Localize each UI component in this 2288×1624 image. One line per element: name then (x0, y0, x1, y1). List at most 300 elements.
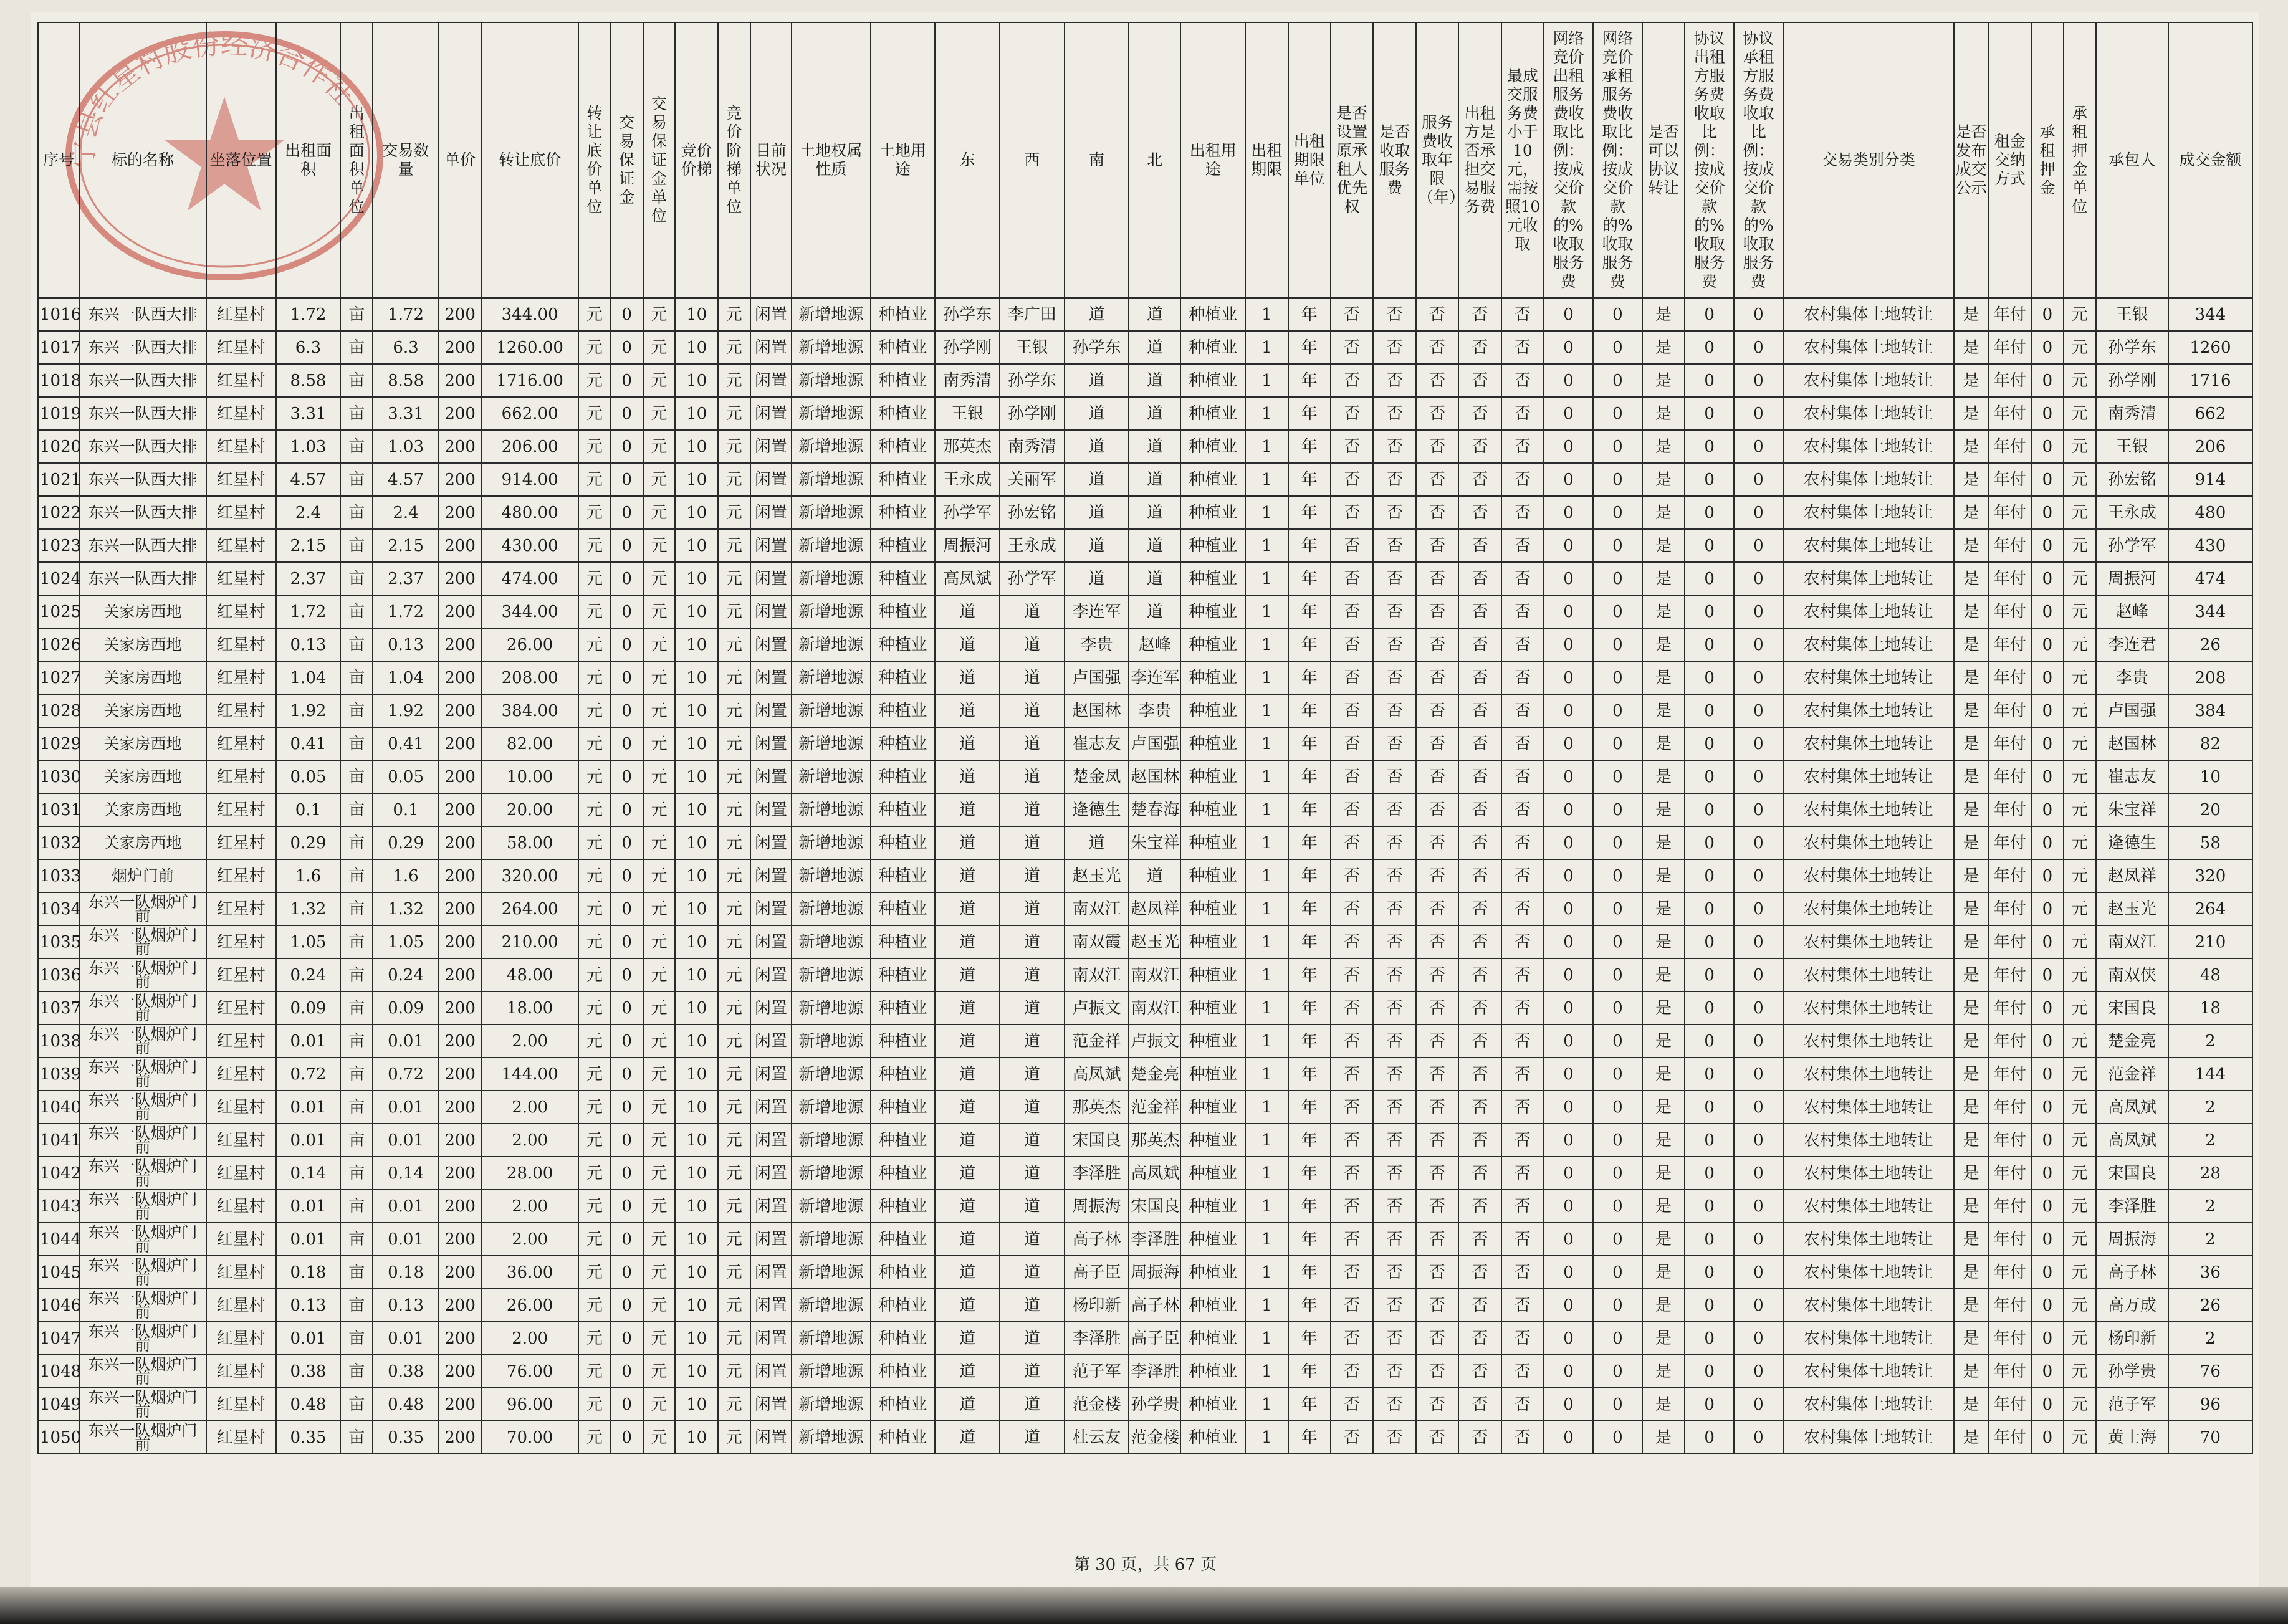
table-cell: 否 (1331, 826, 1373, 859)
table-cell: 元 (2064, 529, 2096, 562)
table-cell: 元 (578, 331, 611, 364)
table-cell: 10 (675, 496, 717, 529)
table-cell: 0 (1544, 397, 1593, 430)
table-cell: 农村集体土地转让 (1783, 331, 1954, 364)
table-cell: 新增地源 (792, 694, 871, 727)
table-cell: 元 (643, 1058, 676, 1091)
table-cell: 否 (1416, 1223, 1458, 1256)
table-cell: 元 (718, 1355, 750, 1388)
table-cell: 元 (718, 364, 750, 397)
table-cell: 0 (1734, 1388, 1783, 1421)
table-cell: 0 (2031, 991, 2064, 1025)
table-cell: 新增地源 (792, 859, 871, 892)
table-cell: 0 (1593, 496, 1642, 529)
table-cell: 元 (718, 496, 750, 529)
table-cell: 种植业 (871, 694, 936, 727)
table-cell: 1 (1245, 760, 1288, 793)
table-cell: 元 (718, 1388, 750, 1421)
table-cell: 亩 (340, 760, 373, 793)
table-cell: 200 (439, 628, 481, 661)
column-header: 承租押金 (2031, 22, 2064, 298)
table-cell: 是 (1642, 760, 1685, 793)
table-cell: 道 (935, 892, 1000, 925)
table-cell: 是 (1954, 760, 1989, 793)
table-cell: 20 (2168, 793, 2252, 826)
table-cell: 闲置 (750, 463, 792, 496)
table-cell: 0.09 (276, 991, 341, 1025)
table-cell: 否 (1501, 1157, 1544, 1190)
table-cell: 年付 (1989, 562, 2031, 595)
table-cell: 0 (611, 628, 643, 661)
table-cell: 亩 (340, 826, 373, 859)
table-cell: 楚春海 (1129, 793, 1180, 826)
table-cell: 红星村 (206, 826, 276, 859)
table-cell: 年 (1288, 760, 1331, 793)
table-cell: 年 (1288, 298, 1331, 331)
table-cell: 否 (1416, 1157, 1458, 1190)
table-cell: 否 (1458, 331, 1501, 364)
table-cell: 是 (1642, 1289, 1685, 1322)
table-cell: 东兴一队西大排 (79, 496, 206, 529)
table-cell: 亩 (340, 430, 373, 463)
table-cell: 0 (1544, 298, 1593, 331)
table-cell: 种植业 (871, 859, 936, 892)
table-cell: 元 (578, 1190, 611, 1223)
table-row (38, 1256, 2252, 1289)
table-cell: 914.00 (481, 463, 578, 496)
table-cell: 0 (2031, 1223, 2064, 1256)
table-cell: 否 (1373, 364, 1415, 397)
table-cell: 亩 (340, 595, 373, 628)
table-cell: 0 (611, 892, 643, 925)
table-cell: 元 (643, 397, 676, 430)
table-cell: 否 (1501, 727, 1544, 760)
table-cell: 10 (675, 1058, 717, 1091)
table-cell: 种植业 (871, 1190, 936, 1223)
table-cell: 是 (1954, 1058, 1989, 1091)
table-cell: 否 (1331, 1058, 1373, 1091)
table-cell: 年付 (1989, 1124, 2031, 1157)
table-cell: 道 (1065, 562, 1129, 595)
table-cell: 否 (1458, 1058, 1501, 1091)
table-cell: 0 (1685, 1223, 1734, 1256)
table-cell: 道 (1000, 661, 1065, 694)
table-cell: 否 (1458, 727, 1501, 760)
table-cell: 否 (1331, 529, 1373, 562)
table-cell: 是 (1954, 859, 1989, 892)
table-cell: 0 (1544, 1322, 1593, 1355)
table-cell: 1.32 (373, 892, 439, 925)
table-cell: 28.00 (481, 1157, 578, 1190)
table-row (38, 892, 2252, 925)
table-cell: 年 (1288, 364, 1331, 397)
table-cell: 10 (675, 1091, 717, 1124)
table-cell: 48 (2168, 958, 2252, 991)
table-cell: 种植业 (1180, 331, 1245, 364)
table-cell: 李泽胜 (1065, 1322, 1129, 1355)
table-cell: 0 (611, 1025, 643, 1058)
table-cell: 0 (1544, 628, 1593, 661)
table-cell: 元 (718, 892, 750, 925)
table-cell: 种植业 (871, 1025, 936, 1058)
table-cell: 0 (1685, 661, 1734, 694)
table-cell: 元 (578, 1058, 611, 1091)
table-cell: 1.32 (276, 892, 341, 925)
table-cell: 东兴一队烟炉门前 (79, 1355, 206, 1388)
table-cell: 10 (675, 298, 717, 331)
table-cell: 道 (1000, 1322, 1065, 1355)
table-cell: 元 (578, 892, 611, 925)
table-cell: 范金楼 (1065, 1388, 1129, 1421)
table-cell: 元 (718, 727, 750, 760)
table-cell: 否 (1458, 1289, 1501, 1322)
table-cell: 道 (935, 760, 1000, 793)
table-cell: 26.00 (481, 1289, 578, 1322)
table-cell: 元 (643, 760, 676, 793)
table-cell: 0 (2031, 1421, 2064, 1454)
table-cell: 道 (1129, 562, 1180, 595)
table-cell: 黄士海 (2096, 1421, 2168, 1454)
table-cell: 1037 (38, 991, 79, 1025)
table-cell: 红星村 (206, 298, 276, 331)
table-cell: 亩 (340, 1157, 373, 1190)
table-cell: 否 (1458, 958, 1501, 991)
table-cell: 是 (1642, 793, 1685, 826)
table-cell: 王永成 (935, 463, 1000, 496)
table-cell: 元 (643, 694, 676, 727)
table-cell: 是 (1954, 397, 1989, 430)
table-cell: 0 (611, 760, 643, 793)
table-cell: 亩 (340, 1289, 373, 1322)
table-cell: 元 (643, 1322, 676, 1355)
table-cell: 红星村 (206, 661, 276, 694)
table-cell: 元 (643, 661, 676, 694)
table-cell: 王永成 (2096, 496, 2168, 529)
table-cell: 新增地源 (792, 595, 871, 628)
table-cell: 是 (1954, 1256, 1989, 1289)
table-cell: 新增地源 (792, 991, 871, 1025)
table-cell: 否 (1501, 661, 1544, 694)
table-cell: 亩 (340, 628, 373, 661)
table-cell: 0 (611, 793, 643, 826)
table-cell: 闲置 (750, 1322, 792, 1355)
table-cell: 种植业 (1180, 496, 1245, 529)
table-cell: 0 (2031, 1124, 2064, 1157)
table-cell: 1018 (38, 364, 79, 397)
table-cell: 0 (1544, 892, 1593, 925)
table-cell: 0.48 (276, 1388, 341, 1421)
table-cell: 0 (2031, 298, 2064, 331)
column-header: 南 (1065, 22, 1129, 298)
table-cell: 0.24 (373, 958, 439, 991)
table-cell: 道 (1000, 727, 1065, 760)
table-cell: 赵凤祥 (1129, 892, 1180, 925)
table-cell: 否 (1458, 364, 1501, 397)
table-cell: 农村集体土地转让 (1783, 727, 1954, 760)
table-cell: 关丽军 (1000, 463, 1065, 496)
table-cell: 1 (1245, 892, 1288, 925)
column-header: 标的名称 (79, 22, 206, 298)
table-cell: 道 (1000, 991, 1065, 1025)
column-header: 租金交纳方式 (1989, 22, 2031, 298)
table-cell: 76.00 (481, 1355, 578, 1388)
table-cell: 元 (643, 430, 676, 463)
table-cell: 0 (2031, 1190, 2064, 1223)
table-cell: 农村集体土地转让 (1783, 430, 1954, 463)
table-cell: 0 (1685, 496, 1734, 529)
table-cell: 元 (718, 397, 750, 430)
table-cell: 10 (675, 661, 717, 694)
table-cell: 否 (1373, 1190, 1415, 1223)
table-cell: 否 (1373, 529, 1415, 562)
table-cell: 1 (1245, 529, 1288, 562)
table-cell: 1049 (38, 1388, 79, 1421)
table-cell: 1.6 (373, 859, 439, 892)
table-cell: 0 (1593, 826, 1642, 859)
table-cell: 红星村 (206, 1190, 276, 1223)
table-cell: 否 (1458, 529, 1501, 562)
table-cell: 元 (578, 958, 611, 991)
table-cell: 0 (1734, 694, 1783, 727)
table-cell: 关家房西地 (79, 661, 206, 694)
table-cell: 0 (2031, 1289, 2064, 1322)
table-cell: 道 (935, 1355, 1000, 1388)
table-cell: 闲置 (750, 1091, 792, 1124)
table-cell: 年付 (1989, 1256, 2031, 1289)
table-cell: 0 (1544, 661, 1593, 694)
table-cell: 元 (718, 1322, 750, 1355)
table-cell: 种植业 (1180, 364, 1245, 397)
column-header: 交易数量 (373, 22, 439, 298)
table-cell: 1020 (38, 430, 79, 463)
table-cell: 否 (1458, 298, 1501, 331)
table-cell: 道 (935, 727, 1000, 760)
table-cell: 农村集体土地转让 (1783, 529, 1954, 562)
table-cell: 否 (1416, 694, 1458, 727)
table-cell: 0 (611, 1058, 643, 1091)
table-cell: 种植业 (1180, 694, 1245, 727)
table-cell: 0.01 (276, 1322, 341, 1355)
table-cell: 种植业 (871, 364, 936, 397)
table-cell: 0 (1685, 1157, 1734, 1190)
table-cell: 0 (611, 562, 643, 595)
table-cell: 否 (1416, 1124, 1458, 1157)
table-cell: 新增地源 (792, 397, 871, 430)
table-cell: 0 (1685, 463, 1734, 496)
table-cell: 否 (1373, 727, 1415, 760)
table-cell: 闲置 (750, 760, 792, 793)
table-cell: 亩 (340, 496, 373, 529)
table-row (38, 1025, 2252, 1058)
table-cell: 元 (643, 595, 676, 628)
table-cell: 元 (2064, 826, 2096, 859)
table-cell: 1 (1245, 793, 1288, 826)
table-cell: 闲置 (750, 727, 792, 760)
table-cell: 新增地源 (792, 331, 871, 364)
table-cell: 1019 (38, 397, 79, 430)
table-cell: 元 (2064, 298, 2096, 331)
table-row (38, 1157, 2252, 1190)
table-cell: 是 (1954, 1289, 1989, 1322)
table-cell: 0.1 (373, 793, 439, 826)
table-cell: 道 (935, 991, 1000, 1025)
table-cell: 道 (1000, 1124, 1065, 1157)
table-cell: 0 (1544, 760, 1593, 793)
table-cell: 亩 (340, 1421, 373, 1454)
table-cell: 36.00 (481, 1256, 578, 1289)
table-cell: 红星村 (206, 859, 276, 892)
table-cell: 76 (2168, 1355, 2252, 1388)
table-cell: 道 (1129, 430, 1180, 463)
table-cell: 道 (935, 1289, 1000, 1322)
table-cell: 0 (1685, 760, 1734, 793)
table-cell: 8.58 (276, 364, 341, 397)
table-cell: 0.14 (276, 1157, 341, 1190)
table-cell: 0.72 (276, 1058, 341, 1091)
table-row (38, 1058, 2252, 1091)
table-cell: 0.01 (373, 1223, 439, 1256)
table-cell: 否 (1416, 958, 1458, 991)
table-cell: 新增地源 (792, 1157, 871, 1190)
table-cell: 0 (1685, 364, 1734, 397)
table-cell: 0 (1734, 1124, 1783, 1157)
table-cell: 否 (1416, 628, 1458, 661)
table-cell: 赵国林 (1129, 760, 1180, 793)
scan-shadow (0, 1587, 2288, 1624)
table-cell: 10 (675, 1388, 717, 1421)
table-cell: 是 (1954, 463, 1989, 496)
table-cell: 480.00 (481, 496, 578, 529)
table-cell: 1 (1245, 628, 1288, 661)
table-cell: 元 (718, 793, 750, 826)
table-cell: 元 (643, 991, 676, 1025)
table-cell: 元 (578, 826, 611, 859)
table-cell: 年 (1288, 1223, 1331, 1256)
table-cell: 0.29 (373, 826, 439, 859)
table-cell: 否 (1373, 859, 1415, 892)
table-cell: 种植业 (1180, 430, 1245, 463)
column-header: 交易保证金单位 (643, 22, 676, 298)
table-cell: 是 (1642, 364, 1685, 397)
table-cell: 0 (1593, 1124, 1642, 1157)
table-cell: 道 (1000, 826, 1065, 859)
table-cell: 0.01 (373, 1322, 439, 1355)
table-cell: 否 (1331, 1289, 1373, 1322)
table-cell: 430 (2168, 529, 2252, 562)
table-cell: 10 (675, 1322, 717, 1355)
table-cell: 新增地源 (792, 958, 871, 991)
table-cell: 1043 (38, 1190, 79, 1223)
table-cell: 年付 (1989, 364, 2031, 397)
table-cell: 10 (675, 364, 717, 397)
table-cell: 200 (439, 595, 481, 628)
table-cell: 否 (1373, 925, 1415, 958)
table-cell: 1027 (38, 661, 79, 694)
table-cell: 东兴一队西大排 (79, 298, 206, 331)
table-cell: 红星村 (206, 331, 276, 364)
table-cell: 0 (1593, 1421, 1642, 1454)
table-cell: 范金楼 (1129, 1421, 1180, 1454)
table-cell: 0 (1544, 430, 1593, 463)
table-cell: 是 (1954, 1124, 1989, 1157)
table-cell: 种植业 (871, 1058, 936, 1091)
table-cell: 0 (1544, 562, 1593, 595)
table-cell: 0 (1593, 1157, 1642, 1190)
table-cell: 闲置 (750, 1388, 792, 1421)
table-row (38, 958, 2252, 991)
table-cell: 东兴一队烟炉门前 (79, 1223, 206, 1256)
table-cell: 新增地源 (792, 826, 871, 859)
table-cell: 1026 (38, 628, 79, 661)
table-cell: 卢振文 (1065, 991, 1129, 1025)
table-cell: 否 (1458, 1025, 1501, 1058)
table-cell: 否 (1416, 331, 1458, 364)
table-cell: 年 (1288, 331, 1331, 364)
table-cell: 是 (1954, 1025, 1989, 1058)
table-cell: 元 (578, 1025, 611, 1058)
table-cell: 东兴一队烟炉门前 (79, 958, 206, 991)
table-row (38, 331, 2252, 364)
table-cell: 0 (2031, 364, 2064, 397)
table-cell: 否 (1416, 1256, 1458, 1289)
table-cell: 1.03 (276, 430, 341, 463)
table-cell: 新增地源 (792, 496, 871, 529)
table-cell: 关家房西地 (79, 760, 206, 793)
table-cell: 元 (718, 991, 750, 1025)
table-cell: 否 (1501, 1223, 1544, 1256)
table-cell: 东兴一队烟炉门前 (79, 1025, 206, 1058)
table-cell: 高子林 (2096, 1256, 2168, 1289)
table-cell: 闲置 (750, 628, 792, 661)
table-cell: 320.00 (481, 859, 578, 892)
table-cell: 否 (1458, 694, 1501, 727)
table-cell: 10 (675, 925, 717, 958)
table-cell: 0 (1544, 991, 1593, 1025)
table-cell: 红星村 (206, 1322, 276, 1355)
table-cell: 否 (1458, 925, 1501, 958)
table-row (38, 562, 2252, 595)
table-cell: 0 (1685, 1355, 1734, 1388)
table-cell: 道 (935, 1124, 1000, 1157)
table-cell: 亩 (340, 463, 373, 496)
table-cell: 0 (1685, 1124, 1734, 1157)
table-cell: 种植业 (1180, 925, 1245, 958)
table-cell: 1045 (38, 1256, 79, 1289)
table-cell: 200 (439, 364, 481, 397)
table-cell: 0 (1544, 595, 1593, 628)
table-cell: 0 (611, 1190, 643, 1223)
table-cell: 范子军 (2096, 1388, 2168, 1421)
table-cell: 楚金亮 (1129, 1058, 1180, 1091)
table-cell: 0 (1685, 1289, 1734, 1322)
table-cell: 年付 (1989, 760, 2031, 793)
table-cell: 210 (2168, 925, 2252, 958)
table-cell: 0.29 (276, 826, 341, 859)
table-cell: 亩 (340, 331, 373, 364)
table-cell: 新增地源 (792, 1256, 871, 1289)
table-cell: 1038 (38, 1025, 79, 1058)
table-cell: 新增地源 (792, 661, 871, 694)
table-cell: 亩 (340, 793, 373, 826)
table-cell: 农村集体土地转让 (1783, 628, 1954, 661)
table-cell: 否 (1373, 298, 1415, 331)
table-cell: 0 (611, 727, 643, 760)
table-cell: 东兴一队烟炉门前 (79, 991, 206, 1025)
table-row (38, 1421, 2252, 1454)
table-cell: 东兴一队烟炉门前 (79, 1058, 206, 1091)
table-cell: 0 (1685, 628, 1734, 661)
table-cell: 崔志友 (1065, 727, 1129, 760)
